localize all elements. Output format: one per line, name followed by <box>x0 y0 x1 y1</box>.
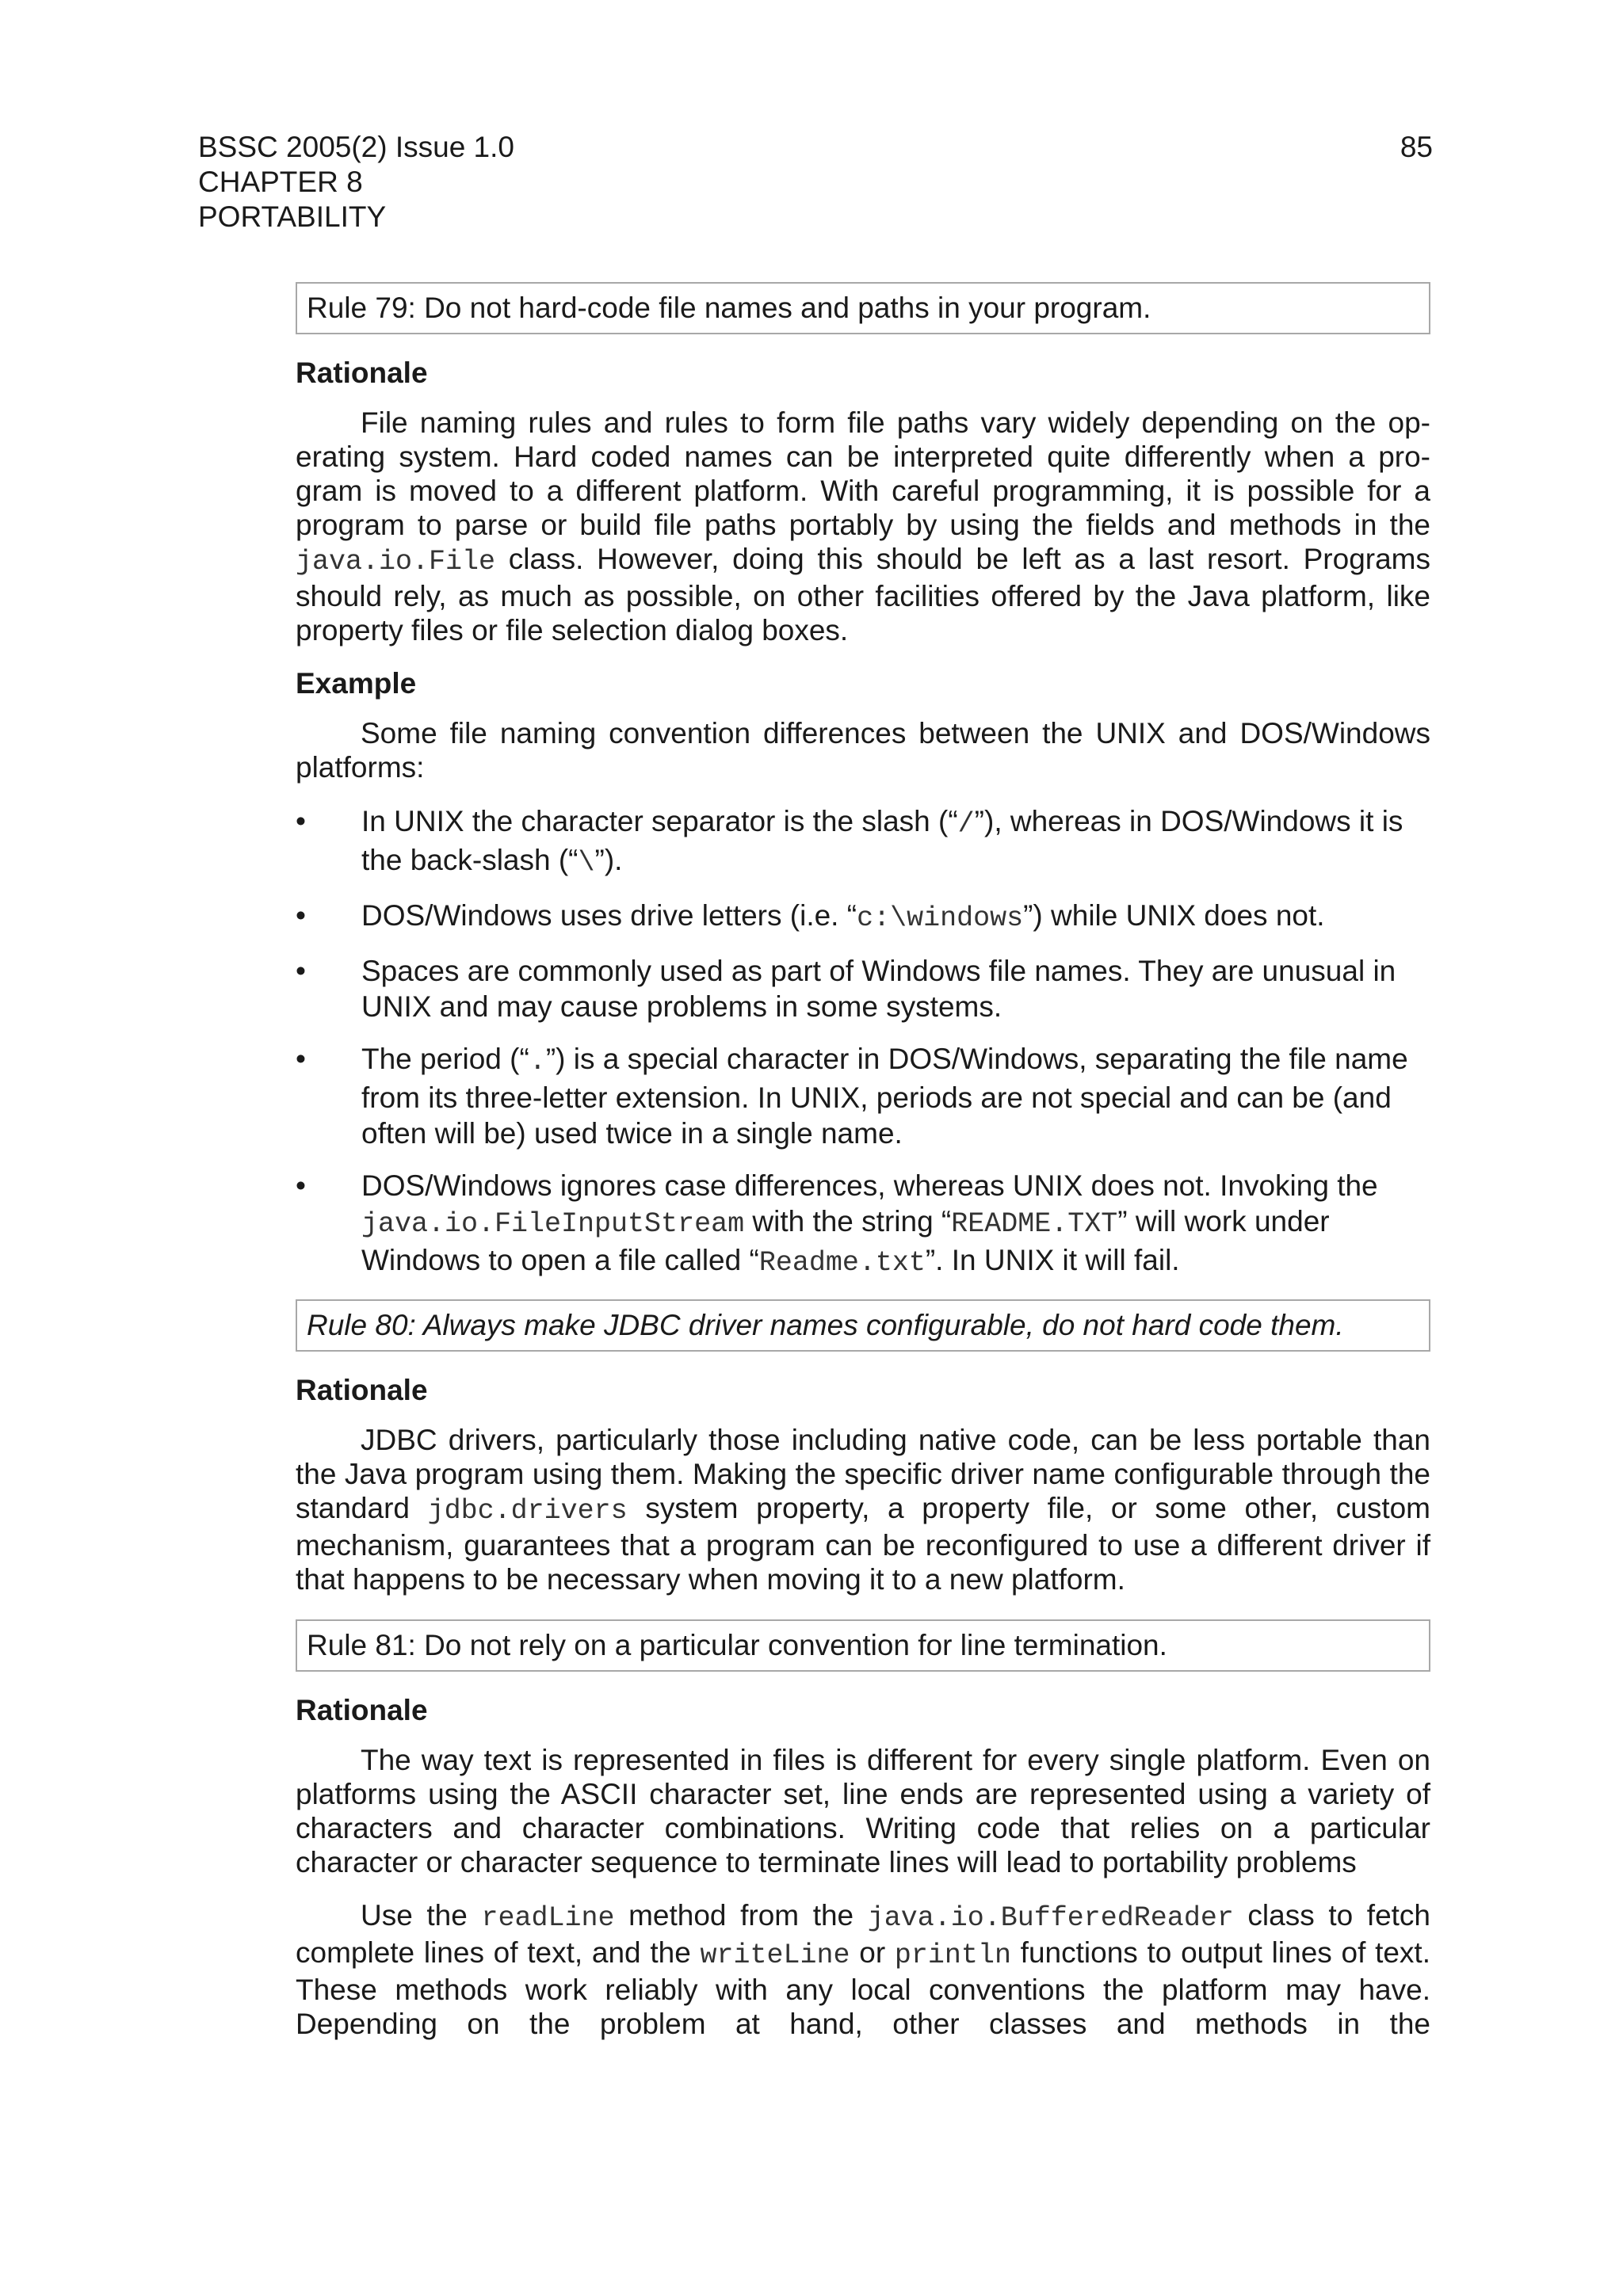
naming-differences-list <box>296 803 1430 1281</box>
rule-80-box: Rule 80: Always make JDBC driver names configurable, do not hard code them. <box>296 1299 1430 1352</box>
list-item: • Spaces are commonly used as part of Windows file names. They are unusual in UNIX and may cause problems in some systems. <box>296 955 1396 1023</box>
rule-81-rationale-text: The way text is represented in files is different for every single platform. Even on platforms using the ASCII character set, line ends are represented using a variety of characters and character combinations. Writing code that relies on a particular character or character sequence to terminate lines will lead to portability problems <box>296 1744 1430 1878</box>
header-chapter-title: PORTABILITY <box>198 200 387 233</box>
rule-79-example-intro: Some file naming convention differences between the UNIX and DOS/Windows platforms: <box>296 717 1430 784</box>
rule-79-rationale-text: File naming rules and rules to form file paths vary widely depending on the op-erating system. Hard coded names can be interpreted quite differently when a pro-gram is moved to a different platform. With careful programming, it is possible for a program to parse or build file paths portably by using the fields and methods in the java.io.File class. However, doing this should be left as a last resort. Programs should rely, as much as possible, on other facilities offered by the Java platform, like property files or file selection dialog boxes. <box>296 406 1430 646</box>
rule-79-example-heading: Example <box>296 667 417 700</box>
rule-80-rationale-text: JDBC drivers, particularly those including native code, can be less portable than the Java program using them. Making the specific driver name configurable through the standard jdbc.drivers system property, a property file, or some other, custom mechanism, guarantees that a program can be reconfigured to use a different driver if that happens to be necessary when moving it to a new platform. <box>296 1424 1430 1596</box>
running-header <box>198 130 514 235</box>
code-jdbc-drivers: jdbc.drivers <box>427 1495 628 1527</box>
list-item: • DOS/Windows uses drive letters (i.e. “c:\windows”) while UNIX does not. <box>296 899 1325 934</box>
rule-79-box: Rule 79: Do not hard-code file names and paths in your program. <box>296 282 1430 334</box>
header-doc-id: BSSC 2005(2) Issue 1.0 <box>198 131 514 163</box>
list-item: • DOS/Windows ignores case differences, whereas UNIX does not. Invoking the java.io.FileInputStream with the string “README.TXT” will work under Windows to open a file called “Readme.txt”. In UNIX it will fail. <box>296 1169 1378 1279</box>
rule-81-rationale-heading: Rationale <box>296 1694 428 1726</box>
page-number: 85 <box>1400 131 1433 163</box>
rule-81-rationale-text-2: Use the readLine method from the java.io.BufferedReader class to fetch complete lines of text, and the writeLine or println functions to output lines of text. These methods work reliably with any local conventions the platform may have. Depending on the problem at hand, other classes and methods in the <box>296 1899 1431 2040</box>
list-item: • The period (“.”) is a special character in DOS/Windows, separating the file name from its three-letter extension. In UNIX, periods are not special and can be (and often will be) used twice in a single name. <box>296 1043 1408 1150</box>
rule-81-box: Rule 81: Do not rely on a particular convention for line termination. <box>296 1619 1430 1672</box>
list-item: • In UNIX the character separator is the slash (“/”), whereas in DOS/Windows it is the back-slash (“\”). <box>296 805 1403 879</box>
page-body <box>296 282 1430 2041</box>
code-java-io-file: java.io.File <box>296 546 496 578</box>
header-chapter: CHAPTER 8 <box>198 166 363 198</box>
rule-79-rationale-heading: Rationale <box>296 357 428 389</box>
rule-80-rationale-heading: Rationale <box>296 1374 428 1406</box>
